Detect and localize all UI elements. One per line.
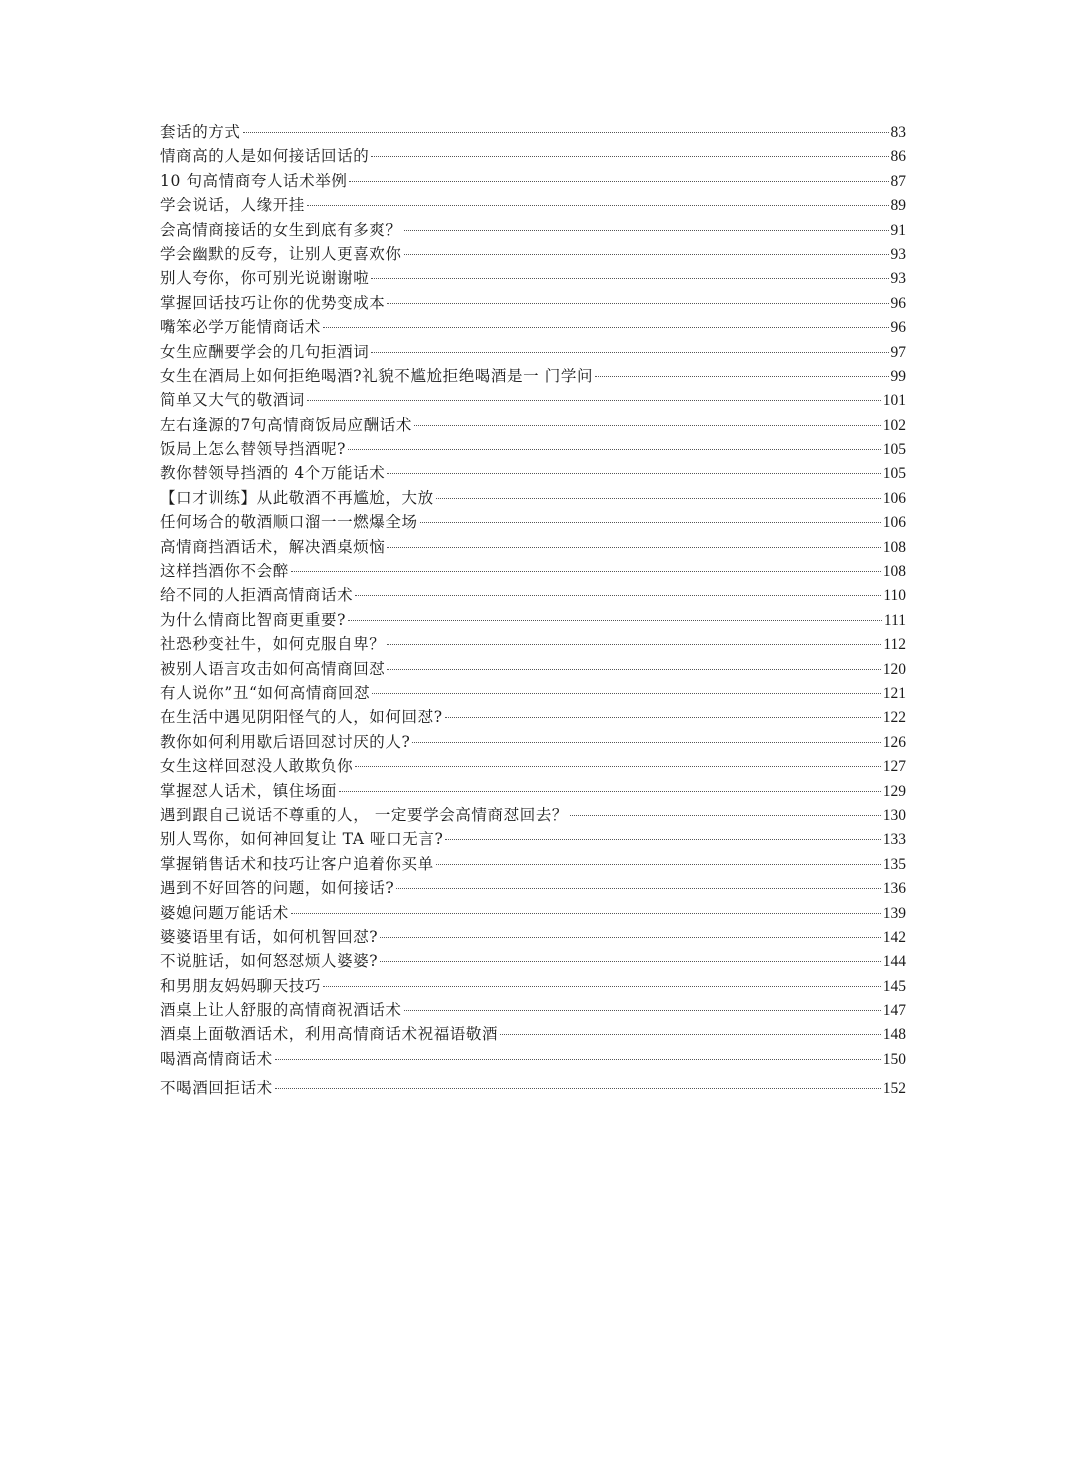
toc-entry: [160, 998, 906, 1022]
toc-entry: [160, 754, 906, 778]
dot-leader: [323, 986, 881, 987]
toc-entry-title: 女生这样回怼没人敢欺负你: [160, 757, 354, 776]
toc-entry-title: 嘴笨必学万能情商话术: [160, 318, 322, 337]
toc-entry-page-number: 145: [882, 977, 906, 995]
toc-entry-page-number: 135: [882, 855, 906, 873]
toc-entry-page-number: 144: [882, 953, 906, 971]
toc-entry-page-number: 86: [890, 148, 906, 166]
toc-entry-page-number: 126: [882, 733, 906, 751]
toc-entry: [160, 486, 906, 510]
toc-entry-page-number: 147: [882, 1002, 906, 1020]
toc-entry: [160, 242, 906, 266]
toc-entry: [160, 169, 906, 193]
toc-entry: [160, 120, 906, 144]
dot-leader: [275, 1088, 881, 1089]
dot-leader: [355, 766, 881, 767]
toc-entry-title: 掌握销售话术和技巧让客户追着你买单: [160, 854, 434, 873]
dot-leader: [349, 181, 888, 182]
toc-entry-title: 这样挡酒你不会醉: [160, 562, 289, 581]
dot-leader: [404, 1010, 881, 1011]
dot-leader: [380, 961, 881, 962]
toc-entry-title: 不喝酒回拒话术: [160, 1079, 273, 1098]
dot-leader: [372, 693, 881, 694]
toc-entry-page-number: 99: [890, 367, 906, 385]
toc-entry: [160, 388, 906, 412]
toc-entry-title: 简单又大气的敬酒词: [160, 391, 305, 410]
toc-entry-page-number: 139: [882, 904, 906, 922]
toc-entry-title: 酒桌上面敬酒话术，利用高情商话术祝福语敬酒: [160, 1025, 499, 1044]
toc-entry-title: 10 句高情商夸人话术举例: [160, 171, 348, 190]
dot-leader: [436, 864, 881, 865]
dot-leader: [570, 815, 881, 816]
toc-entry: [160, 657, 906, 681]
toc-entry: [160, 218, 906, 242]
toc-entry-page-number: 142: [882, 928, 906, 946]
dot-leader: [412, 742, 880, 743]
dot-leader: [404, 254, 889, 255]
toc-entry-title: 情商高的人是如何接话回话的: [160, 147, 370, 166]
toc-entry-page-number: 127: [882, 758, 906, 776]
toc-entry: [160, 535, 906, 559]
table-of-contents: [160, 120, 906, 1101]
toc-entry-title: 【口才训练】从此敬酒不再尴尬，大放: [160, 488, 434, 507]
dot-leader: [500, 1034, 881, 1035]
toc-entry: [160, 437, 906, 461]
toc-entry-page-number: 129: [882, 782, 906, 800]
toc-entry: [160, 364, 906, 388]
dot-leader: [339, 791, 881, 792]
dot-leader: [348, 620, 882, 621]
toc-entry-page-number: 105: [882, 441, 906, 459]
toc-entry-page-number: 83: [890, 124, 906, 141]
toc-entry-title: 教你替领导挡酒的 4个万能话术: [160, 464, 386, 483]
dot-leader: [595, 376, 888, 377]
toc-entry-page-number: 152: [882, 1080, 906, 1098]
toc-entry-title: 教你如何利用歇后语回怼讨厌的人?: [160, 732, 411, 751]
dot-leader: [404, 230, 889, 231]
dot-leader: [414, 425, 881, 426]
toc-entry-title: 学会幽默的反夸，让别人更喜欢你: [160, 244, 402, 263]
toc-entry-title: 任何场合的敬酒顺口溜一一燃爆全场: [160, 513, 418, 532]
toc-entry-title: 高情商挡酒话术，解决酒桌烦恼: [160, 537, 386, 556]
toc-entry-page-number: 91: [890, 221, 906, 239]
toc-entry-title: 给不同的人拒酒高情商话术: [160, 586, 354, 605]
toc-entry: [160, 583, 906, 607]
dot-leader: [396, 888, 880, 889]
toc-entry: [160, 803, 906, 827]
toc-entry: [160, 559, 906, 583]
toc-entry-title: 婆婆语里有话，如何机智回怼?: [160, 927, 379, 946]
toc-entry-page-number: 130: [882, 806, 906, 824]
toc-entry: [160, 925, 906, 949]
dot-leader: [275, 1059, 881, 1060]
toc-entry-page-number: 105: [882, 465, 906, 483]
toc-entry: [160, 681, 906, 705]
toc-entry-page-number: 112: [883, 636, 906, 654]
toc-entry-page-number: 136: [882, 880, 906, 898]
dot-leader: [243, 132, 889, 133]
toc-entry: [160, 1022, 906, 1046]
toc-entry: [160, 949, 906, 973]
toc-entry: [160, 510, 906, 534]
toc-entry: [160, 901, 906, 925]
toc-entry-title: 别人夸你，你可别光说谢谢啦: [160, 269, 370, 288]
dot-leader: [445, 839, 880, 840]
toc-entry: [160, 144, 906, 168]
toc-entry: [160, 1047, 906, 1071]
toc-entry-title: 被别人语言攻击如何高情商回怼: [160, 659, 386, 678]
toc-entry: [160, 315, 906, 339]
dot-leader: [387, 547, 880, 548]
toc-entry-title: 女生应酬要学会的几句拒酒词: [160, 342, 370, 361]
toc-entry-page-number: 97: [890, 343, 906, 361]
toc-entry-title: 掌握怼人话术，镇住场面: [160, 781, 338, 800]
toc-entry-page-number: 120: [882, 660, 906, 678]
toc-entry-page-number: 96: [890, 294, 906, 312]
toc-entry-title: 掌握回话技巧让你的优势变成本: [160, 293, 386, 312]
toc-entry: [160, 730, 906, 754]
toc-entry-page-number: 93: [890, 270, 906, 288]
toc-entry-page-number: 122: [882, 709, 906, 727]
toc-entry-title: 社恐秒变社牛，如何克服自卑？: [160, 635, 386, 654]
toc-entry-title: 饭局上怎么替领导挡酒呢?: [160, 440, 347, 459]
toc-entry-title: 婆媳问题万能话术: [160, 903, 289, 922]
toc-entry-page-number: 108: [882, 538, 906, 556]
toc-entry-page-number: 101: [882, 392, 906, 410]
toc-entry-title: 在生活中遇见阴阳怪气的人，如何回怼?: [160, 708, 443, 727]
toc-entry: [160, 974, 906, 998]
dot-leader: [445, 717, 881, 718]
toc-entry: [160, 779, 906, 803]
toc-entry: [160, 461, 906, 485]
dot-leader: [420, 522, 881, 523]
toc-entry-title: 女生在酒局上如何拒绝喝酒?礼貌不尴尬拒绝喝酒是一 门学问: [160, 366, 594, 385]
dot-leader: [307, 205, 889, 206]
dot-leader: [291, 571, 881, 572]
toc-entry-title: 别人骂你，如何神回复让 TA 哑口无言?: [160, 830, 444, 849]
dot-leader: [355, 595, 881, 596]
toc-entry-page-number: 87: [890, 172, 906, 190]
toc-entry-page-number: 89: [890, 197, 906, 215]
toc-entry-page-number: 106: [882, 489, 906, 507]
toc-entry-page-number: 93: [890, 245, 906, 263]
toc-entry: [160, 340, 906, 364]
toc-entry: [160, 266, 906, 290]
toc-entry-title: 遇到不好回答的问题，如何接话?: [160, 879, 395, 898]
dot-leader: [387, 644, 881, 645]
toc-entry-title: 遇到跟自己说话不尊重的人， 一定要学会高情商怼回去？: [160, 805, 569, 824]
toc-entry: [160, 1076, 906, 1100]
toc-entry-title: 会高情商接话的女生到底有多爽？: [160, 220, 402, 239]
toc-entry: [160, 852, 906, 876]
dot-leader: [348, 449, 881, 450]
dot-leader: [371, 352, 888, 353]
toc-entry-title: 不说脏话，如何怒怼烦人婆婆?: [160, 952, 379, 971]
dot-leader: [371, 278, 888, 279]
toc-entry: [160, 193, 906, 217]
dot-leader: [371, 156, 888, 157]
toc-entry-page-number: 150: [882, 1050, 906, 1068]
dot-leader: [387, 303, 888, 304]
dot-leader: [436, 498, 881, 499]
toc-entry-title: 左右逢源的7句高情商饭局应酬话术: [160, 415, 412, 434]
toc-entry-title: 喝酒高情商话术: [160, 1049, 273, 1068]
toc-entry-page-number: 102: [882, 416, 906, 434]
dot-leader: [307, 400, 881, 401]
dot-leader: [323, 327, 888, 328]
toc-entry-page-number: 106: [882, 514, 906, 532]
toc-entry: [160, 291, 906, 315]
toc-entry-page-number: 133: [882, 831, 906, 849]
toc-entry: [160, 632, 906, 656]
toc-entry: [160, 876, 906, 900]
dot-leader: [387, 473, 880, 474]
dot-leader: [387, 669, 880, 670]
toc-entry-title: 学会说话，人缘开挂: [160, 196, 305, 215]
toc-entry: [160, 608, 906, 632]
toc-entry-page-number: 108: [882, 563, 906, 581]
toc-entry-title: 有人说你”丑“如何高情商回怼: [160, 683, 371, 702]
toc-entry-title: 套话的方式: [160, 123, 241, 141]
toc-entry-title: 和男朋友妈妈聊天技巧: [160, 976, 322, 995]
toc-entry-title: 酒桌上让人舒服的高情商祝酒话术: [160, 1001, 402, 1020]
toc-entry-page-number: 96: [890, 319, 906, 337]
toc-entry-page-number: 111: [883, 611, 906, 629]
toc-entry-page-number: 110: [883, 587, 906, 605]
dot-leader: [291, 913, 881, 914]
toc-entry-title: 为什么情商比智商更重要?: [160, 610, 347, 629]
dot-leader: [380, 937, 881, 938]
toc-entry-page-number: 148: [882, 1026, 906, 1044]
toc-entry: [160, 705, 906, 729]
toc-entry-page-number: 121: [882, 684, 906, 702]
toc-entry: [160, 827, 906, 851]
toc-entry: [160, 413, 906, 437]
